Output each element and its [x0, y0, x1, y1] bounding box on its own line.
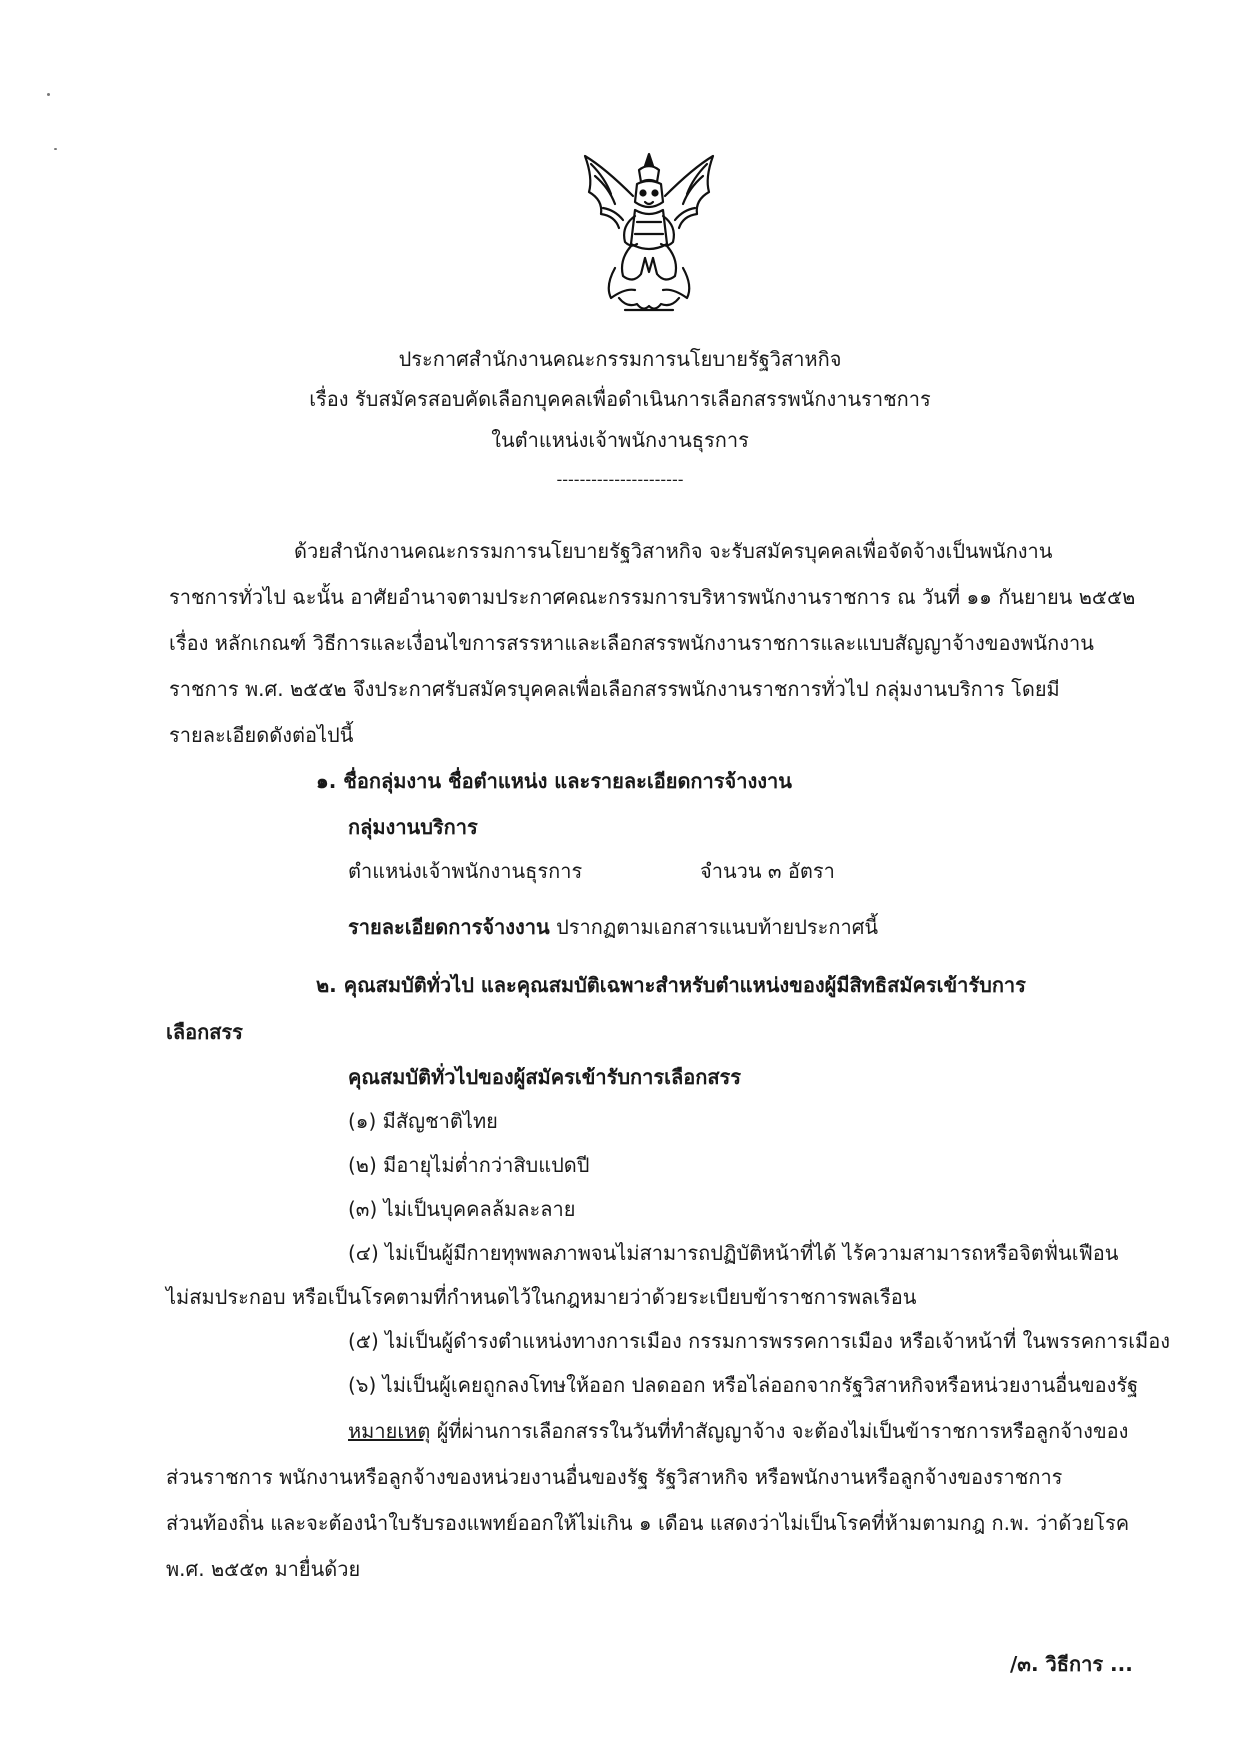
- announcement-position: ในตำแหน่งเจ้าพนักงานธุรการ: [491, 428, 749, 452]
- section-1-group: กลุ่มงานบริการ: [348, 815, 478, 839]
- qualification-item: (๒) มีอายุไม่ต่ำกว่าสิบแปดปี: [348, 1153, 590, 1177]
- qualification-item: (๑) มีสัญชาติไทย: [348, 1109, 498, 1133]
- header-divider: ----------------------: [556, 470, 684, 489]
- section-1-quantity: จำนวน ๓ อัตรา: [700, 859, 835, 883]
- note-label: หมายเหตุ: [348, 1419, 431, 1443]
- scan-mark: [47, 93, 50, 96]
- note-line-1: ผู้ที่ผ่านการเลือกสรรในวันที่ทำสัญญาจ้าง จะต้องไม่เป็นข้าราชการหรือลูกจ้างของ: [436, 1419, 1129, 1443]
- section-1-position: ตำแหน่งเจ้าพนักงานธุรการ: [348, 859, 583, 883]
- intro-line-2: ราชการทั่วไป ฉะนั้น อาศัยอำนาจตามประกาศคณะกรรมการบริหารพนักงานราชการ ณ วันที่ ๑๑ กันยายน ๒๕๕๒: [169, 585, 1136, 609]
- section-1-detail-text: ปรากฏตามเอกสารแนบท้ายประกาศนี้: [556, 915, 879, 939]
- qualification-item: (๓) ไม่เป็นบุคคลล้มละลาย: [348, 1197, 576, 1221]
- scan-mark: [54, 148, 57, 150]
- qualification-item: (๔) ไม่เป็นผู้มีกายทุพพลภาพจนไม่สามารถปฏิบัติหน้าที่ได้ ไร้ความสามารถหรือจิตฟั่นเฟือน: [348, 1241, 1119, 1265]
- qualification-item: (๕) ไม่เป็นผู้ดำรงตำแหน่งทางการเมือง กรรมการพรรคการเมือง หรือเจ้าหน้าที่ ในพรรคการเมือง: [348, 1329, 1170, 1353]
- section-1-heading: ๑. ชื่อกลุ่มงาน ชื่อตำแหน่ง และรายละเอียดการจ้างงาน: [316, 769, 792, 793]
- qualification-item-cont: ไม่สมประกอบ หรือเป็นโรคตามที่กำหนดไว้ในกฎหมายว่าด้วยระเบียบข้าราชการพลเรือน: [166, 1285, 917, 1309]
- section-2-heading: ๒. คุณสมบัติทั่วไป และคุณสมบัติเฉพาะสำหรับตำแหน่งของผู้มีสิทธิสมัครเข้ารับการ: [316, 973, 1026, 997]
- section-2-subheading: คุณสมบัติทั่วไปของผู้สมัครเข้ารับการเลือกสรร: [348, 1065, 742, 1089]
- announcement-subject: เรื่อง รับสมัครสอบคัดเลือกบุคคลเพื่อดำเนินการเลือกสรรพนักงานราชการ: [309, 387, 931, 411]
- announcement-title: ประกาศสำนักงานคณะกรรมการนโยบายรัฐวิสาหกิจ: [398, 347, 842, 371]
- intro-line-5: รายละเอียดดังต่อไปนี้: [169, 723, 354, 747]
- section-1-detail-label: รายละเอียดการจ้างงาน: [348, 915, 550, 939]
- intro-line-1: ด้วยสำนักงานคณะกรรมการนโยบายรัฐวิสาหกิจ จะรับสมัครบุคคลเพื่อจัดจ้างเป็นพนักงาน: [294, 539, 1053, 563]
- note-line-4: พ.ศ. ๒๕๕๓ มายื่นด้วย: [166, 1557, 361, 1581]
- page-continuation: /๓. วิธีการ ...: [1010, 1652, 1133, 1676]
- intro-line-3: เรื่อง หลักเกณฑ์ วิธีการและเงื่อนไขการสรรหาและเลือกสรรพนักงานราชการและแบบสัญญาจ้างของพนักงาน: [169, 631, 1094, 655]
- note-line-3: ส่วนท้องถิ่น และจะต้องนำใบรับรองแพทย์ออกให้ไม่เกิน ๑ เดือน แสดงว่าไม่เป็นโรคที่ห้ามตามกฎ ก.พ. ว่าด้วยโรค: [166, 1511, 1130, 1535]
- qualification-item: (๖) ไม่เป็นผู้เคยถูกลงโทษให้ออก ปลดออก หรือไล่ออกจากรัฐวิสาหกิจหรือหน่วยงานอื่นของรัฐ: [348, 1373, 1139, 1397]
- section-2-heading-cont: เลือกสรร: [166, 1020, 243, 1044]
- intro-line-4: ราชการ พ.ศ. ๒๕๕๒ จึงประกาศรับสมัครบุคคลเพื่อเลือกสรรพนักงานราชการทั่วไป กลุ่มงานบริการ โดยมี: [169, 677, 1060, 701]
- note-line-2: ส่วนราชการ พนักงานหรือลูกจ้างของหน่วยงานอื่นของรัฐ รัฐวิสาหกิจ หรือพนักงานหรือลูกจ้างของราชการ: [166, 1465, 1063, 1489]
- garuda-emblem-icon: [575, 148, 723, 318]
